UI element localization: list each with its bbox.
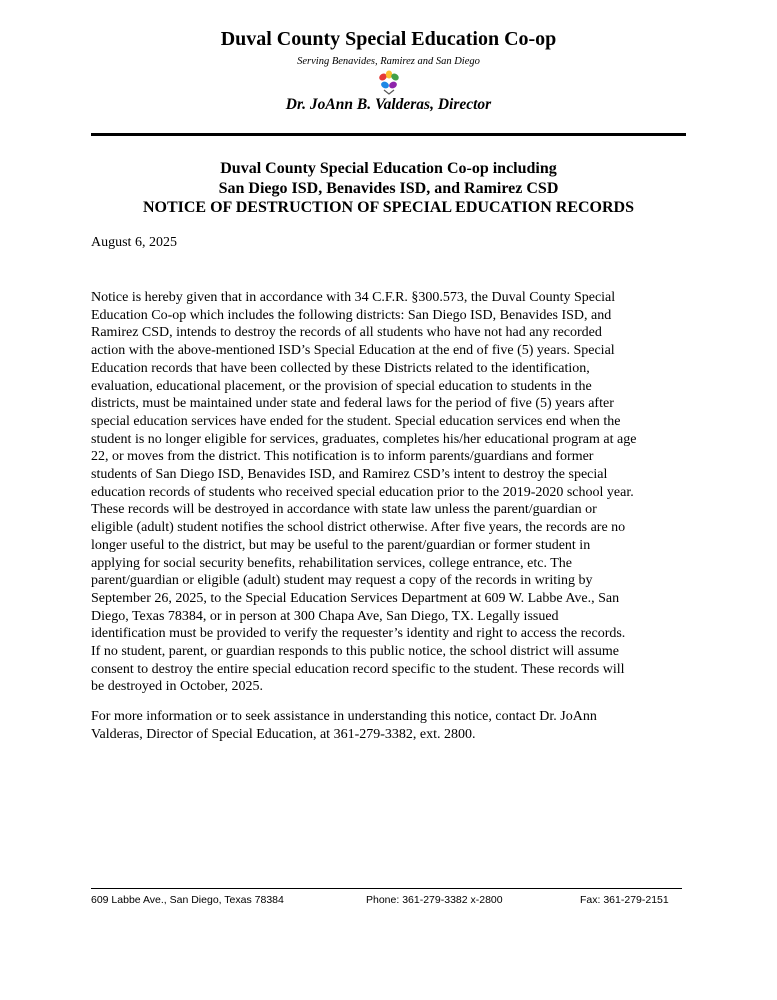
paragraph-line: be destroyed in October, 2025. — [91, 679, 264, 695]
notice-title-line: Duval County Special Education Co-op including — [220, 160, 557, 177]
paragraph-line: eligible (adult) student notifies the school district otherwise. After five years, the records are no — [91, 520, 626, 536]
paragraph-line: If no student, parent, or guardian responds to this public notice, the school district will assume — [91, 644, 620, 660]
org-name: Duval County Special Education Co-op — [220, 28, 557, 50]
paragraph-line: special education services have ended for the student. Special education services end when the — [91, 413, 621, 429]
director-name: Dr. JoAnn B. Valderas, Director — [285, 96, 492, 113]
logo-hand-yellow — [386, 71, 392, 79]
paragraph-line: consent to destroy the entire special education record specific to the student. These records will — [91, 661, 625, 677]
footer-fax: Fax: 361-279-2151 — [580, 894, 669, 906]
org-tagline: Serving Benavides, Ramirez and San Diego — [297, 56, 480, 67]
paragraph-line: identification must be provided to verify the requester’s identity and right to access the records. — [91, 626, 626, 642]
logo-hand-purple — [388, 80, 398, 89]
paragraph-line: These records will be destroyed in accordance with state law unless the parent/guardian or — [91, 502, 597, 518]
header-divider — [91, 133, 686, 136]
logo-hand-lines — [384, 90, 394, 94]
paragraph-line: Diego, Texas 78384, or in person at 300 Chapa Ave, San Diego, TX. Legally issued — [91, 608, 559, 624]
paragraph-line: September 26, 2025, to the Special Education Services Department at 609 W. Labbe Ave., San — [91, 590, 620, 606]
paragraph-line: districts, must be maintained under state and federal laws for the period of five (5) years after — [91, 396, 614, 412]
paragraph-line: evaluation, educational placement, or the provision of special education to students in the — [91, 378, 592, 394]
footer-phone: Phone: 361-279-3382 x-2800 — [366, 894, 503, 906]
paragraph-line: Notice is hereby given that in accordance with 34 C.F.R. §300.573, the Duval County Special — [91, 290, 616, 305]
notice-title-line: NOTICE OF DESTRUCTION OF SPECIAL EDUCATION RECORDS — [142, 199, 635, 216]
paragraph-line: students of San Diego ISD, Benavides ISD, and Ramirez CSD’s intent to destroy the special — [91, 467, 608, 483]
notice-paragraph-1 — [91, 289, 691, 696]
colorful-hands-logo-icon — [376, 70, 402, 96]
paragraph-line: Ramirez CSD, intends to destroy the records of all students who have not had any recorded — [91, 325, 602, 341]
paragraph-line: For more information or to seek assistance in understanding this notice, contact Dr. JoAnn — [91, 709, 597, 724]
paragraph-line: action with the above-mentioned ISD’s Special Education at the end of five (5) years. Special — [91, 343, 615, 359]
logo-hands — [378, 71, 400, 95]
paragraph-line: Education records that have been collected by these Districts related to the identification, — [91, 360, 590, 376]
notice-paragraph-2 — [91, 708, 691, 743]
footer-divider — [91, 888, 682, 889]
notice-date: August 6, 2025 — [91, 235, 177, 250]
paragraph-line: longer useful to the district, but may be useful to the parent/guardian or former student in — [91, 537, 591, 553]
paragraph-line: Valderas, Director of Special Education, at 361-279-3382, ext. 2800. — [91, 726, 476, 742]
notice-title-line: San Diego ISD, Benavides ISD, and Ramirez CSD — [218, 179, 559, 197]
notice-title — [0, 159, 777, 218]
paragraph-line: parent/guardian or eligible (adult) student may request a copy of the records in writing by — [91, 573, 593, 589]
paragraph-line: education records of students who received special education prior to the 2019-2020 school year. — [91, 484, 634, 500]
paragraph-line: student is no longer eligible for services, graduates, completes his/her educational program at age — [91, 431, 637, 447]
paragraph-line: Education Co-op which includes the following districts: San Diego ISD, Benavides ISD, and — [91, 307, 612, 323]
paragraph-line: applying for social security benefits, rehabilitation services, college entrance, etc. The — [91, 555, 572, 571]
footer-address: 609 Labbe Ave., San Diego, Texas 78384 — [91, 894, 284, 906]
paragraph-line: 22, or moves from the district. This notification is to inform parents/guardians and former — [91, 449, 594, 465]
logo-hand-blue — [380, 80, 390, 89]
